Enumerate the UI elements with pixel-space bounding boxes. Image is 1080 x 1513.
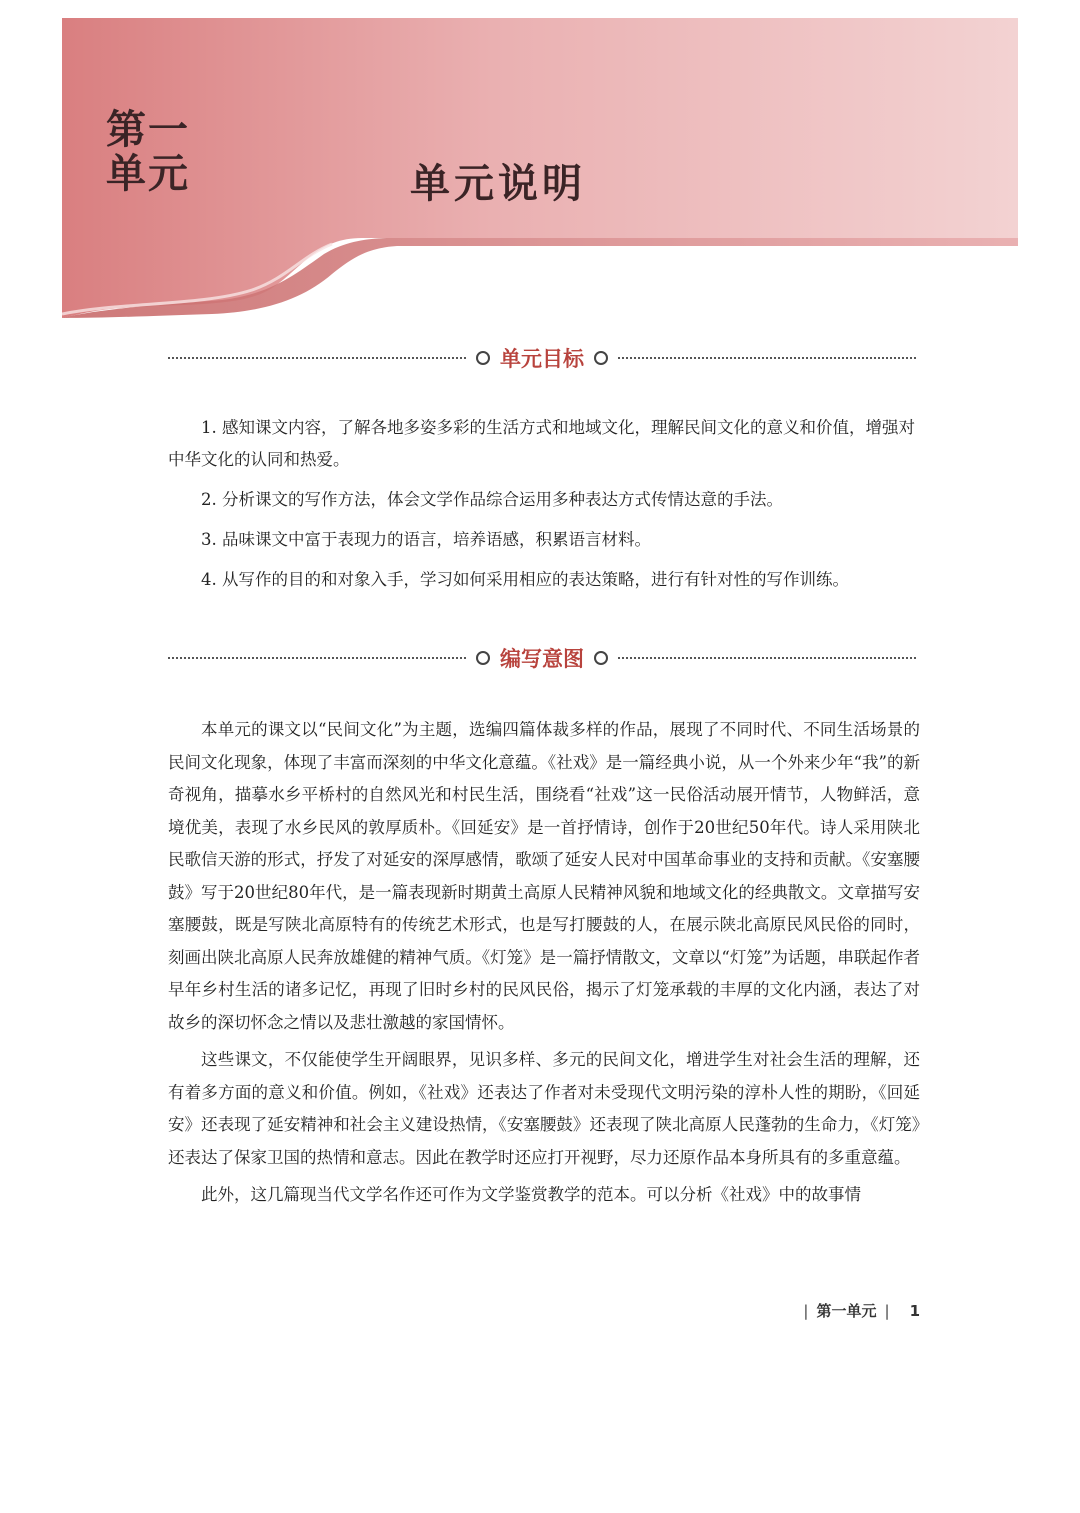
banner-title: 单元说明: [410, 160, 586, 207]
dotted-rule-left: [168, 657, 466, 659]
circle-icon: [594, 651, 608, 665]
paragraph: 这些课文，不仅能使学生开阔眼界，见识多样、多元的民间文化，增进学生对社会生活的理解，还有着多方面的意义和价值。例如，《社戏》还表达了作者对未受现代文明污染的淳朴人性的期盼，《回延安》还表现了延安精神和社会主义建设热情，《安塞腰鼓》还表现了陕北高原人民蓬勃的生命力，《灯笼》还表达了保家卫国的热情和意志。因此在教学时还应打开视野，尽力还原作品本身所具有的多重意蕴。: [168, 1050, 920, 1167]
divider: |: [803, 1302, 809, 1320]
goal-item: 1. 感知课文内容，了解各地多姿多彩的生活方式和地域文化，理解民间文化的意义和价值，增强对中华文化的认同和热爱。: [168, 418, 915, 469]
paragraph: 此外，这几篇现当代文学名作还可作为文学鉴赏教学的范本。可以分析《社戏》中的故事情: [201, 1185, 861, 1204]
unit-label-line1: 第一: [106, 106, 190, 153]
circle-icon: [476, 651, 490, 665]
dotted-rule-right: [618, 357, 916, 359]
section-title-goals: 单元目标: [500, 347, 584, 371]
circle-icon: [594, 351, 608, 365]
goals-list: [168, 412, 920, 604]
section-header-intent: [168, 638, 916, 678]
goal-item: 4. 从写作的目的和对象入手，学习如何采用相应的表达策略，进行有针对性的写作训练。: [201, 570, 849, 589]
section-title-intent: 编写意图: [500, 647, 584, 671]
paragraph: 本单元的课文以“民间文化”为主题，选编四篇体裁多样的作品，展现了不同时代、不同生活场景的民间文化现象，体现了丰富而深刻的中华文化意蕴。《社戏》是一篇经典小说，从一个外来少年“我”的新奇视角，描摹水乡平桥村的自然风光和村民生活，围绕看“社戏”这一民俗活动展开情节，人物鲜活，意境优美，表现了水乡民风的敦厚质朴。《回延安》是一首抒情诗，创作于20世纪50年代。诗人采用陕北民歌信天游的形式，抒发了对延安的深厚感情，歌颂了延安人民对中国革命事业的支持和贡献。《安塞腰鼓》写于20世纪80年代，是一篇表现新时期黄土高原人民精神风貌和地域文化的经典散文。文章描写安塞腰鼓，既是写陕北高原特有的传统艺术形式，也是写打腰鼓的人，在展示陕北高原民风民俗的同时，刻画出陕北高原人民奔放雄健的精神气质。《灯笼》是一篇抒情散文，文章以“灯笼”为话题，串联起作者早年乡村生活的诸多记忆，再现了旧时乡村的民风民俗，揭示了灯笼承载的丰厚的文化内涵，表达了对故乡的深切怀念之情以及悲壮激越的家国情怀。: [168, 720, 920, 1032]
goal-item: 2. 分析课文的写作方法，体会文学作品综合运用多种表达方式传情达意的手法。: [201, 490, 783, 509]
intent-body: [168, 714, 920, 1217]
page-number: 1: [909, 1302, 920, 1320]
dotted-rule-right: [618, 657, 916, 659]
goal-item: 3. 品味课文中富于表现力的语言，培养语感，积累语言材料。: [201, 530, 651, 549]
dotted-rule-left: [168, 357, 466, 359]
divider: |: [884, 1302, 890, 1320]
page-footer: [795, 1300, 920, 1321]
circle-icon: [476, 351, 490, 365]
unit-label: [106, 108, 190, 196]
unit-label-line2: 单元: [106, 150, 190, 197]
chapter-banner: [62, 18, 1018, 318]
section-header-goals: [168, 338, 916, 378]
footer-unit-name: 第一单元: [816, 1302, 877, 1320]
